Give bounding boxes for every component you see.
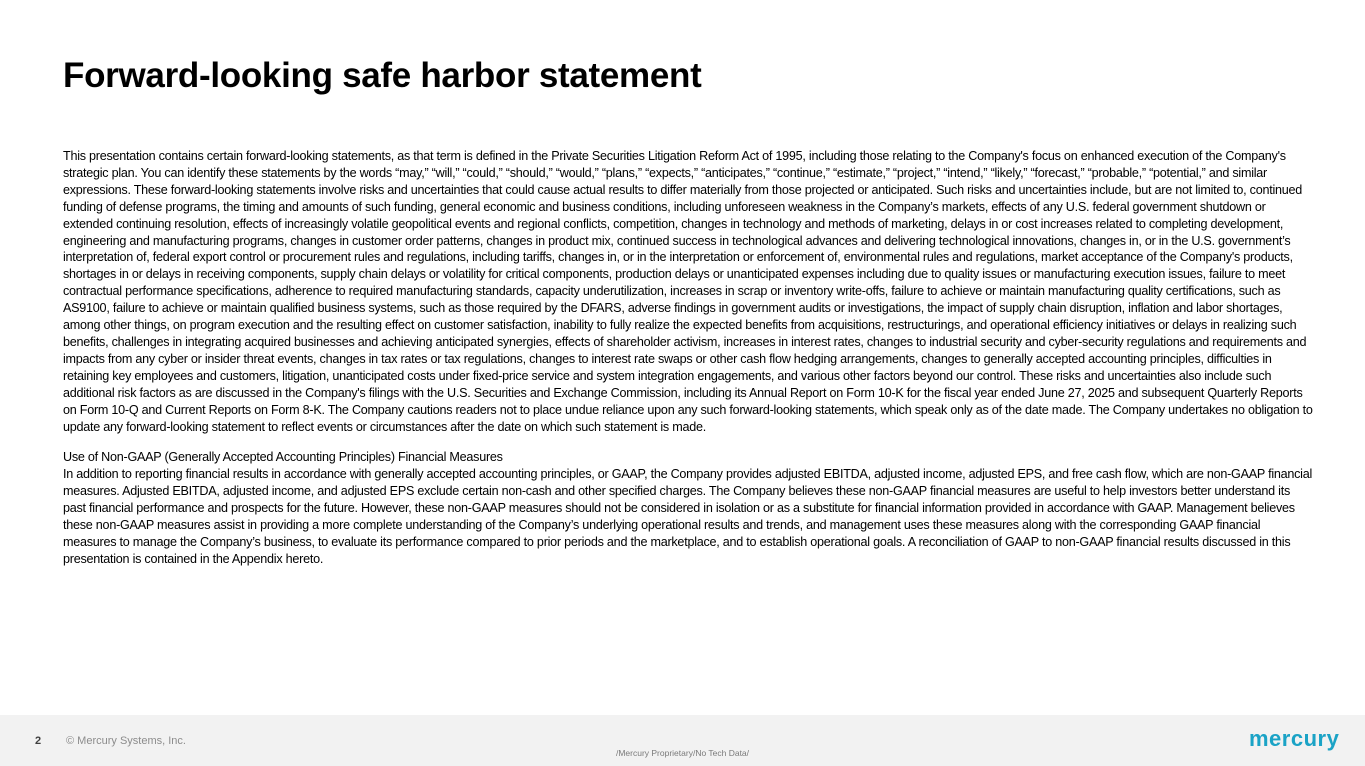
slide-body — [63, 148, 1313, 568]
safe-harbor-paragraph: This presentation contains certain forward-looking statements, as that term is defined in the Private Securities Litigation Reform Act of 1995, including those relating to the Company's focus on enhanced execution of the Company's strategic plan. You can identify these statements by the words “may,” “will,” “could,” “should,” “would,” “plans,” “expects,” “anticipates,” “continue,” “estimate,” “project,” “intend,” “likely,” “forecast,” “probable,” “potential,” and similar expressions. These forward-looking statements involve risks and uncertainties that could cause actual results to differ materially from those projected or anticipated. Such risks and uncertainties include, but are not limited to, continued funding of defense programs, the timing and amounts of such funding, general economic and business conditions, including unforeseen weakness in the Company’s markets, effects of any U.S. federal government shutdown or extended continuing resolution, effects of increasingly volatile geopolitical events and regional conflicts, competition, changes in technology and methods of marketing, delays in or cost increases related to completing development, engineering and manufacturing programs, changes in customer order patterns, changes in product mix, continued success in technological advances and delivering technological innovations, changes in, or in the U.S. government’s interpretation of, federal export control or procurement rules and regulations, including tariffs, changes in, or in the interpretation or enforcement of, environmental rules and regulations, market acceptance of the Company's products, shortages in or delays in receiving components, supply chain delays or volatility for critical components, production delays or unanticipated expenses including due to quality issues or manufacturing execution issues, failure to meet contractual performance specifications, adherence to required manufacturing standards, capacity underutilization, increases in scrap or inventory write-offs, failure to achieve or maintain manufacturing quality certifications, such as AS9100, failure to achieve or maintain qualified business systems, such as those required by the DFARS, adverse findings in government audits or investigations, the impact of supply chain disruption, inflation and labor shortages, among other things, on program execution and the resulting effect on customer satisfaction, inability to fully realize the expected benefits from acquisitions, restructurings, and operational efficiency initiatives or delays in realizing such benefits, challenges in integrating acquired businesses and achieving anticipated synergies, effects of shareholder activism, increases in interest rates, changes to industrial security and cyber-security regulations and requirements and impacts from any cyber or insider threat events, changes in tax rates or tax regulations, changes to interest rate swaps or other cash flow hedging arrangements, changes to generally accepted accounting principles, difficulties in retaining key employees and customers, litigation, unanticipated costs under fixed-price service and system integration engagements, and various other factors beyond our control. These risks and uncertainties also include such additional risk factors as are discussed in the Company's filings with the U.S. Securities and Exchange Commission, including its Annual Report on Form 10-K for the fiscal year ended June 27, 2025 and subsequent Quarterly Reports on Form 10-Q and Current Reports on Form 8-K. The Company cautions readers not to place undue reliance upon any such forward-looking statements, which speak only as of the date made. The Company undertakes no obligation to update any forward-looking statement to reflect events or circumstances after the date on which such statement is made. — [63, 149, 1313, 434]
paragraph-spacer — [63, 435, 1313, 449]
classification-label: /Mercury Proprietary/No Tech Data/ — [615, 748, 750, 758]
nongaap-heading: Use of Non-GAAP (Generally Accepted Accounting Principles) Financial Measures — [63, 450, 503, 465]
mercury-logo: mercury — [1249, 726, 1340, 751]
page-number: 2 — [35, 735, 42, 747]
slide-title: Forward-looking safe harbor statement — [63, 56, 702, 95]
slide-footer — [0, 715, 1365, 766]
nongaap-paragraph: In addition to reporting financial results in accordance with generally accepted accounting principles, or GAAP, the Company provides adjusted EBITDA, adjusted income, adjusted EPS, and free cash flow, which are non-GAAP financial measures. Adjusted EBITDA, adjusted income, and adjusted EPS exclude certain non-cash and other specified charges. The Company believes these non-GAAP financial measures are useful to help investors better understand its past financial performance and prospects for the future. However, these non-GAAP measures should not be considered in isolation or as a substitute for financial information provided in accordance with GAAP. Management believes these non-GAAP measures assist in providing a more complete understanding of the Company’s underlying operational results and trends, and management uses these measures along with the corresponding GAAP financial measures to manage the Company’s business, to evaluate its performance compared to prior periods and the marketplace, and to establish operational goals. A reconciliation of GAAP to non-GAAP financial results discussed in this presentation is contained in the Appendix hereto. — [63, 467, 1313, 566]
copyright-notice: © Mercury Systems, Inc. — [66, 735, 186, 747]
